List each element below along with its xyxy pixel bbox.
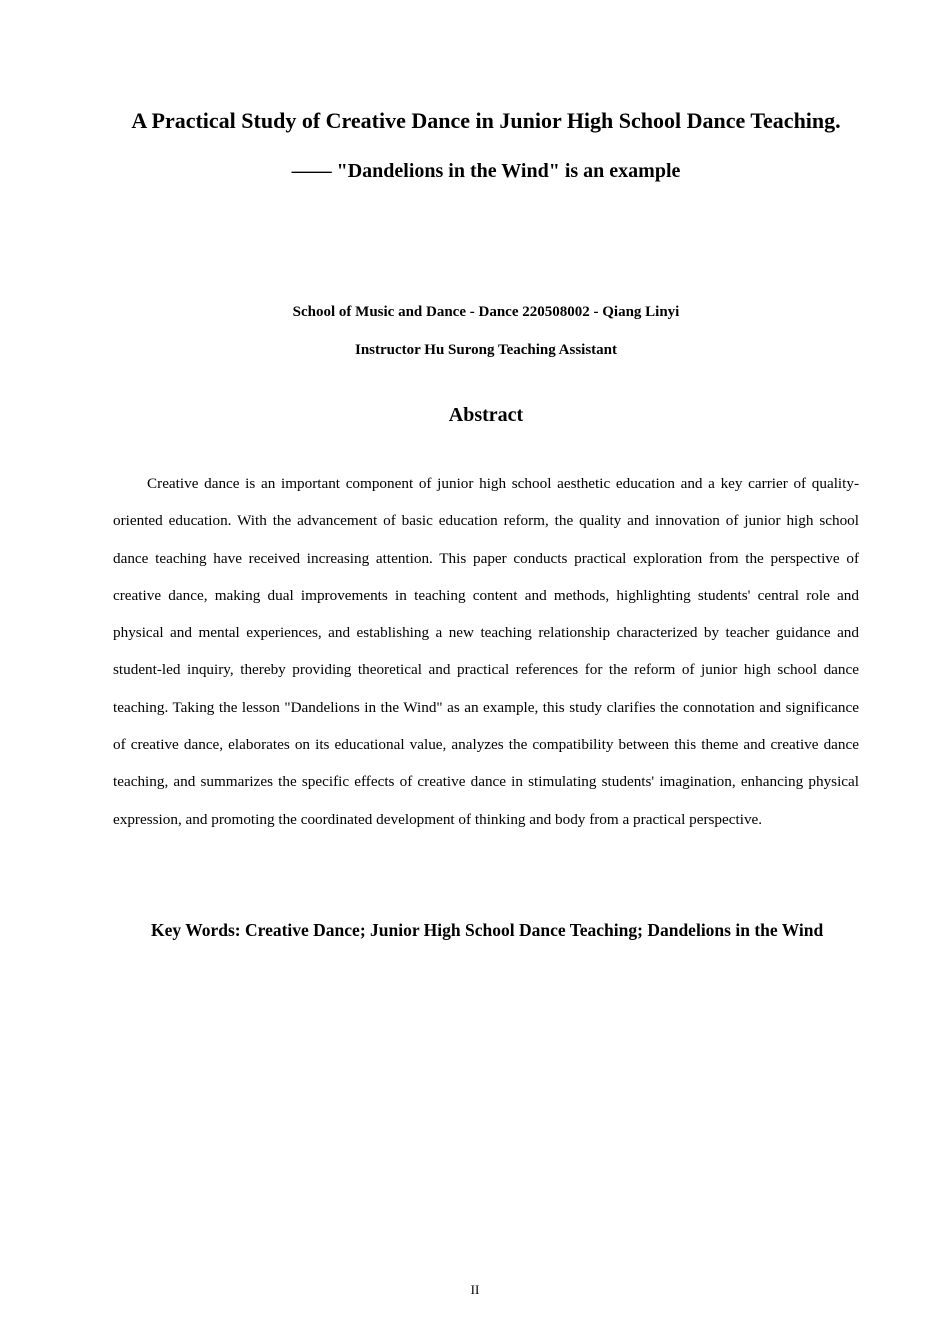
paper-subtitle: —— "Dandelions in the Wind" is an example xyxy=(291,160,681,182)
instructor-info: Instructor Hu Surong Teaching Assistant xyxy=(354,342,618,358)
keywords: Key Words: Creative Dance; Junior High School Dance Teaching; Dandelions in the Wind xyxy=(151,920,824,940)
title-block xyxy=(113,96,859,196)
page-number: II xyxy=(470,1282,480,1297)
abstract-heading: Abstract xyxy=(448,404,524,426)
paper-title: A Practical Study of Creative Dance in Junior High School Dance Teaching. xyxy=(131,108,841,133)
abstract-body: Creative dance is an important component of junior high school aesthetic education and a key carrier of quality-oriented education. With the advancement of basic education reform, the quality and innovation of junior high school dance teaching have received increasing attention. This paper conducts practical exploration from the perspective of creative dance, making dual improvements in teaching content and methods, highlighting students' central role and physical and mental experiences, and establishing a new teaching relationship characterized by teacher guidance and student-led inquiry, thereby providing theoretical and practical references for the reform of junior high school dance teaching. Taking the lesson "Dandelions in the Wind" as an example, this study clarifies the connotation and significance of creative dance, elaborates on its educational value, analyzes the compatibility between this theme and creative dance teaching, and summarizes the specific effects of creative dance in stimulating students' imagination, enhancing physical expression, and promoting the coordinated development of thinking and body from a practical perspective. xyxy=(113,475,859,828)
author-info: School of Music and Dance - Dance 220508002 - Qiang Linyi xyxy=(292,304,680,320)
author-block xyxy=(113,293,859,369)
